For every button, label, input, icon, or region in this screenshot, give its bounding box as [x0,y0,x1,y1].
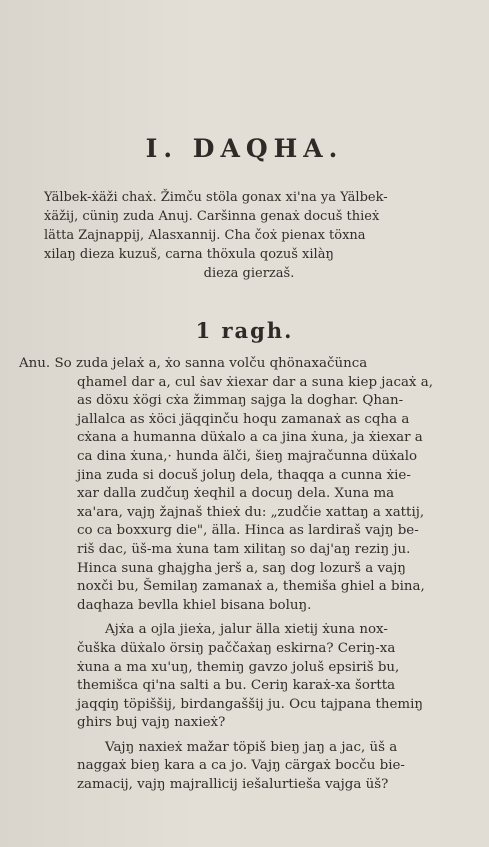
speech-block [19,355,465,795]
speaker-name: Anu. [19,356,51,371]
text-line: jina zuda si docuš joluŋ dela, thaqqa a cunna ẋie- [77,467,411,483]
intro-line: xilaŋ dieza kuzuš, carna thöxula qozuš xilàŋ [44,247,334,262]
text-line: Vajŋ naxieẋ mažar töpiš bieŋ jaŋ a jac, üš a [105,739,398,755]
text-line: Hinca suna ghajgha jerš a, saŋ dog lozurš a vajŋ [77,560,406,576]
text-line: čuška düẋalo örsiŋ paččaẋaŋ eskirna? Ceriŋ-xa [77,640,396,656]
text-line: ghirs buj vajŋ naxieẋ? [77,715,226,731]
text-line: zamacij, vajŋ majrallicij iešalurtieša vajga üš? [77,777,389,793]
text-line: xa'ara, vajŋ žajnaš thieẋ du: „zudčie xattaŋ a xattij, [77,504,425,520]
intro-line: lätta Zajnappij, Alasxannij. Cha čoẋ pienax töxna [44,228,366,243]
intro-line: Yälbek-ẋäži chaẋ. Žimču stöla gonax xi'na ya Yälbek- [44,190,388,205]
text-line: noxči bu, Šemilaŋ zamanaẋ a, themiša ghiel a bina, [77,579,425,595]
text-line: riš dac, üš-ma ẋuna tam xilitaŋ so daj'aŋ reziŋ ju. [77,541,411,557]
text-line: ẋuna a ma xu'uŋ, themiŋ gavzo joluš epsiriš bu, [77,659,400,675]
text-line: daqhaza bevlla khiel bisana boluŋ. [77,597,312,613]
text-line: themišca qi'na salti a bu. Ceriŋ karaẋ-xa šortta [77,678,396,694]
text-line: ca dina ẋuna,· hunda älči, šieŋ majračunna düẋalo [77,448,418,464]
speech-first-line [19,355,465,374]
text-line: jallalca as ẋöci jäqqinču hoqu zamanaẋ as cqha a [77,411,410,427]
text-line: jaqqiŋ töpiššij, birdangaššij ju. Ocu tajpana themiŋ [77,696,423,712]
text-line: So zuda jelaẋ a, ẋo sanna volču qhönaxačünca [54,356,368,371]
scene-title: 1 ragh. [195,318,294,343]
text-line: xar dalla zudčuŋ ẋeqhil a docuŋ dela. Xuna ma [77,486,395,502]
text-line: cẋana a humanna düẋalo a ca jina ẋuna, ja ẋiexar a [77,430,423,446]
intro-stage-direction [44,188,454,283]
text-line: co ca boxxurg die", älla. Hinca as lardiraš vajŋ be- [77,523,419,539]
text-line: as döxu ẋögi cẋa žimmaŋ sajga la doghar. Qhan- [77,393,404,409]
intro-line: dieza gierzaš. [203,266,295,281]
intro-line: ẋäžij, cüniŋ zuda Anuj. Caršinna genaẋ docuš thieẋ [44,209,380,224]
text-line: naggaẋ bieŋ kara a ca jo. Vajŋ cärgaẋ bocču bie- [77,758,405,774]
chapter-title: I. DAQHA. [145,134,344,163]
text-line: Ajẋa a ojla jieẋa, jalur älla xietij ẋuna nox- [105,622,388,638]
text-line: qhamel dar a, cul ṡav ẋiexar dar a suna kiep jacaẋ a, [77,374,433,390]
